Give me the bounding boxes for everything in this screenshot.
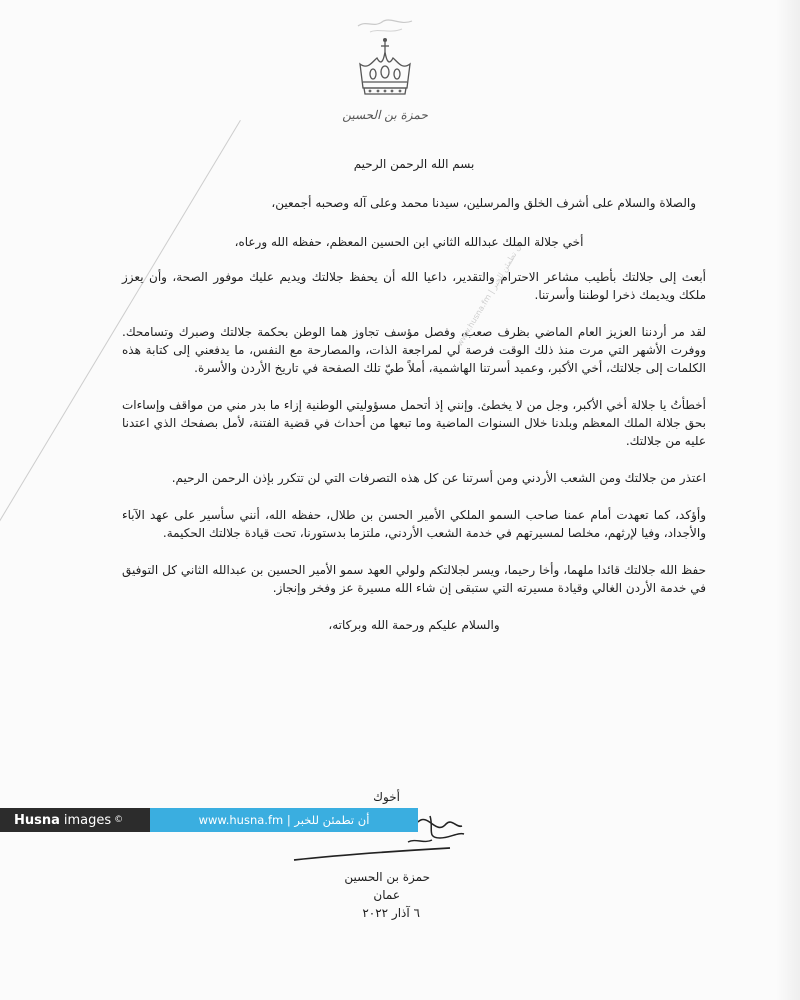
brand-logo — [0, 808, 150, 832]
watermark-text: www.husna.fm | أن تطمئن للخبر — [454, 241, 524, 348]
signing-place: عمان — [373, 888, 400, 902]
brand-suffix: images — [63, 812, 112, 828]
paragraph-apology: اعتذر من جلالتك ومن الشعب الأردني ومن أسرتنا عن كل هذه التصرفات التي لن تتكرر بإذن الرحمن الرحيم. — [171, 471, 706, 485]
letterhead-name: حمزة بن الحسين — [342, 108, 428, 122]
basmala: بسم الله الرحمن الرحيم — [353, 157, 475, 171]
closing-line: والسلام عليكم ورحمة الله وبركاته، — [328, 618, 500, 632]
signing-date: ٦ آذار ٢٠٢٢ — [362, 906, 420, 920]
husna-branding-bar — [0, 808, 418, 832]
signer-name: حمزة بن الحسين — [344, 870, 430, 884]
paper-edge-shadow — [776, 0, 800, 1000]
paragraph-pledge: وأؤكد، كما تعهدت أمام عمنا صاحب السمو الملكي الأمير الحسن بن طلال، حفظه الله، أنني سأسير على عهد الآباء والأجداد، وفيا لإرثهم، مخلصا لمسيرتهم في خدمة الشعب الأردني، ملتزما بدستورنا، تحت قيادة جلالتك الحكيمة. — [122, 508, 706, 540]
signoff: أخوك — [373, 790, 400, 804]
address-line: أخي جلالة الملك عبدالله الثاني ابن الحسين المعظم، حفظه الله ورعاه، — [234, 235, 584, 249]
brand-name: Husna — [14, 812, 60, 828]
letter-body — [122, 155, 706, 634]
paragraph-admission: أخطأتُ يا جلالة أخي الأكبر، وجل من لا يخطئ. وإنني إذ أتحمل مسؤوليتي الوطنية إزاء ما بدر مني من مواقف وإساءات بحق جلالة الملك المعظم وبلدنا خلال السنوات الماضية وما تبعها من أحداث في قضية الفتنة، لأمل بصفحك الذي اعتدنا عليه من جلالتك. — [122, 398, 706, 448]
paragraph-reflection: لقد مر أردننا العزيز العام الماضي بظرف صعب، وفصل مؤسف تجاوز هما الوطن بحكمة جلالتك وصبرك وتسامحك. ووفرت الأشهر التي مرت منذ ذلك الوقت فرصة لي لمراجعة الذات، والمصارحة مع النفس، ما يدفعني إلى كتابة هذه الكلمات إلى جلالتك، أخي الأكبر، وعميد أسرتنا الهاشمية، أملاً طيّ تلك الصفحة في تاريخ الأردن والأسرة. — [122, 325, 706, 375]
brand-tagline: www.husna.fm | أن تطمئن للخبر — [150, 808, 418, 832]
paragraph-greeting: أبعث إلى جلالتك بأطيب مشاعر الاحترام والتقدير، داعيا الله أن يحفظ جلالتك ويديم عليك موفور الصحة، وأن يعزز ملكك ويديمك ذخرا لوطننا وأسرتنا. — [122, 270, 706, 302]
copyright-icon: © — [114, 815, 124, 825]
salutation: والصلاة والسلام على أشرف الخلق والمرسلين، سيدنا محمد وعلى آله وصحبه أجمعين، — [271, 196, 696, 210]
paragraph-prayer: حفظ الله جلالتك قائدا ملهما، وأخا رحيما، ويسر لجلالتكم ولولي العهد سمو الأمير الحسين بن عبدالله الثاني كل التوفيق في خدمة الأردن الغالي وقيادة مسيرته التي ستبقى إن شاء الله مسيرة عز وفخر وإنجاز. — [122, 563, 706, 595]
